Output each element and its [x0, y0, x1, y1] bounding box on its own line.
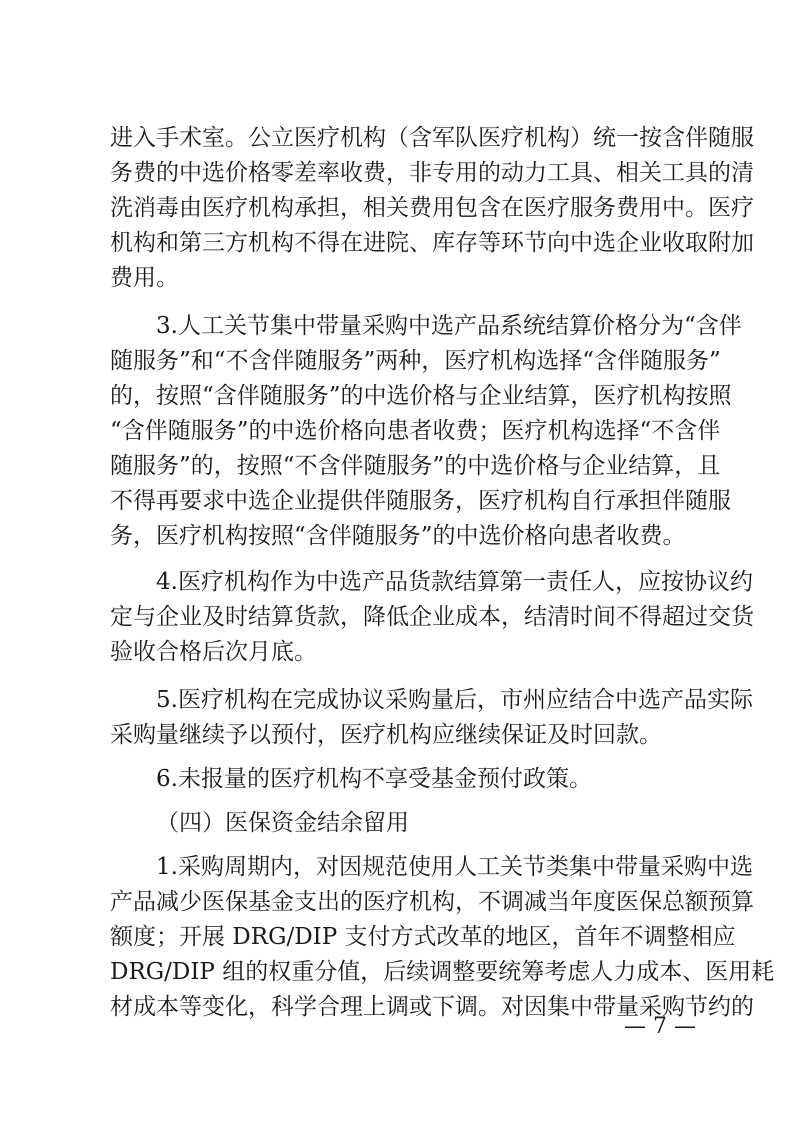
body-text-line: “含伴随服务”的中选价格向患者收费；医疗机构选择“不含伴 — [110, 418, 721, 444]
body-text-line: 采购量继续予以预付，医疗机构应继续保证及时回款。 — [110, 722, 662, 748]
paragraph-6-line: 6.未报量的医疗机构不享受基金预付政策。 — [156, 766, 592, 792]
paragraph-1-line: 1.采购周期内，对因规范使用人工关节类集中带量采购中选 — [156, 854, 753, 880]
body-text-line: 额度；开展 DRG/DIP 支付方式改革的地区，首年不调整相应 — [110, 924, 736, 950]
page-number: — 7 — — [624, 1014, 696, 1039]
body-text-line: 产品减少医保基金支出的医疗机构，不调减当年度医保总额预算 — [110, 889, 754, 915]
body-text-line: 随服务”和“不含伴随服务”两种，医疗机构选择“含伴随服务” — [110, 348, 721, 374]
body-text-line: 洗消毒由医疗机构承担，相关费用包含在医疗服务费用中。医疗 — [110, 195, 754, 221]
section-heading: （四）医保资金结余留用 — [156, 810, 409, 836]
body-text-line: 务费的中选价格零差率收费，非专用的动力工具、相关工具的清 — [110, 160, 754, 186]
body-text-line: 费用。 — [110, 265, 179, 291]
body-text-line: 机构和第三方机构不得在进院、库存等环节向中选企业收取附加 — [110, 230, 754, 256]
paragraph-5-line: 5.医疗机构在完成协议采购量后，市州应结合中选产品实际 — [156, 687, 753, 713]
paragraph-3-line: 3.人工关节集中带量采购中选产品系统结算价格分为“含伴 — [156, 313, 742, 339]
body-text-line: 进入手术室。公立医疗机构（含军队医疗机构）统一按含伴随服 — [110, 125, 754, 151]
body-text-line: 定与企业及时结算货款，降低企业成本，结清时间不得超过交货 — [110, 604, 754, 630]
body-text-line: 随服务”的，按照“不含伴随服务”的中选价格与企业结算，且 — [110, 453, 721, 479]
body-text-line: 材成本等变化，科学合理上调或下调。对因集中带量采购节约的 — [110, 994, 754, 1020]
body-text-line: 务，医疗机构按照“含伴随服务”的中选价格向患者收费。 — [110, 523, 686, 549]
body-text-line: 的，按照“含伴随服务”的中选价格与企业结算，医疗机构按照 — [110, 383, 732, 409]
body-text-line: 验收合格后次月底。 — [110, 639, 317, 665]
body-text-line: 不得再要求中选企业提供伴随服务，医疗机构自行承担伴随服 — [110, 488, 731, 514]
body-text-line: DRG/DIP 组的权重分值，后续调整要统筹考虑人力成本、医用耗 — [110, 959, 775, 985]
paragraph-4-line: 4.医疗机构作为中选产品货款结算第一责任人，应按协议约 — [156, 569, 753, 595]
